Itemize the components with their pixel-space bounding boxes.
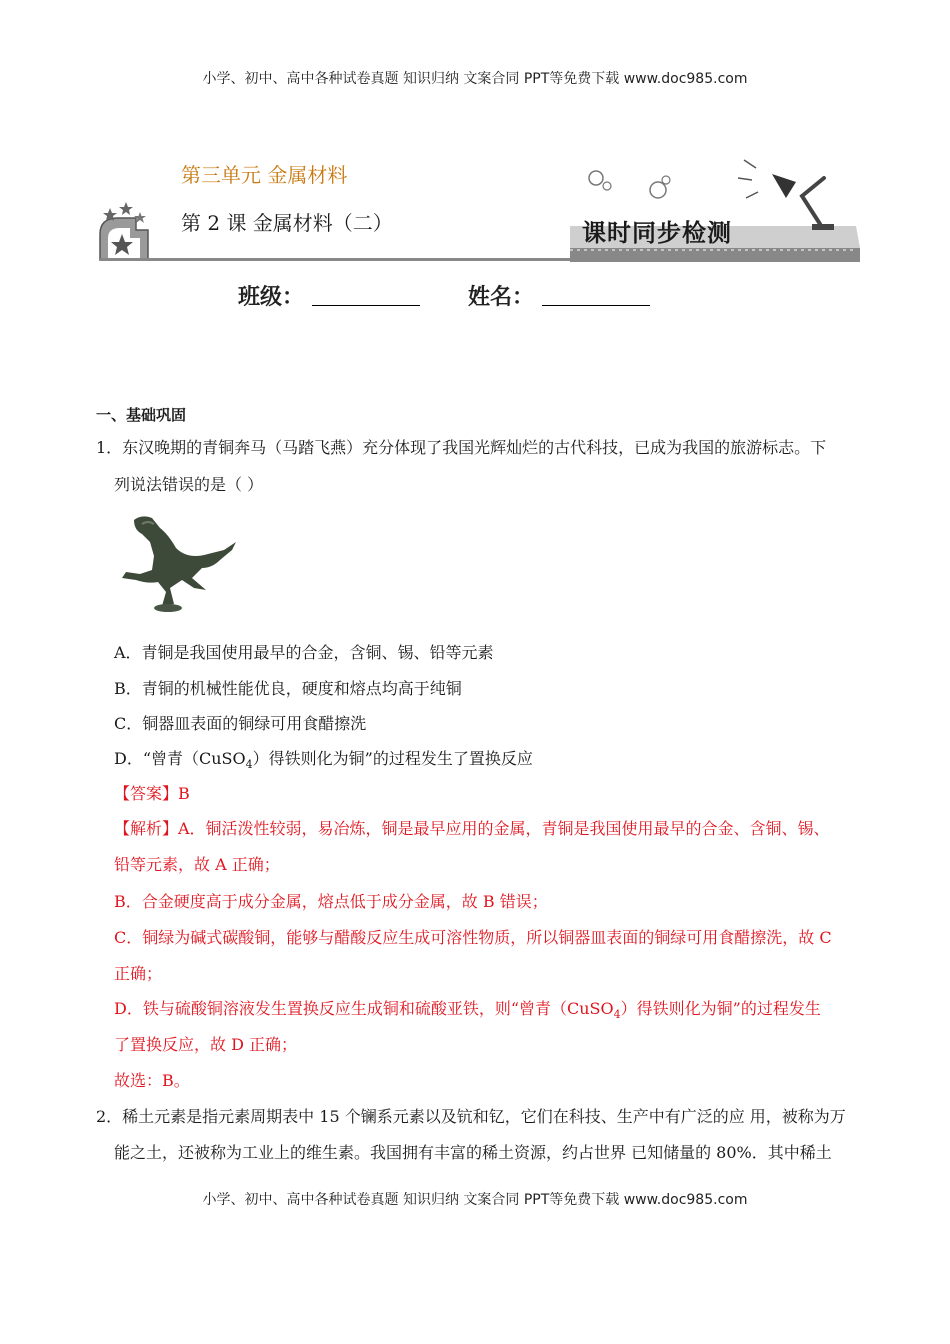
q1-analysis-a1: 【解析】A．铜活泼性较弱，易冶炼，铜是最早应用的金属，青铜是我国使用最早的合金、含铜、锡、 [114, 819, 830, 838]
q1-analysis-d1: D．铁与硫酸铜溶液发生置换反应生成铜和硫酸亚铁，则“曾青（CuSO$_4$）得铁则化为铜”的过程发生 [114, 999, 821, 1022]
q1-stem-line2: 列说法错误的是（ ） [114, 475, 264, 494]
name-label: 姓名： [468, 284, 535, 310]
q1-option-c: C．铜器皿表面的铜绿可用食醋擦洗 [114, 714, 367, 733]
q1-option-a: A．青铜是我国使用最早的合金，含铜、锡、铅等元素 [114, 643, 494, 662]
q1-conclusion: 故选：B。 [114, 1071, 190, 1090]
unit-title: 第三单元 金属材料 [181, 163, 348, 187]
q1-analysis-c1: C．铜绿为碱式碳酸铜，能够与醋酸反应生成可溶性物质，所以铜器皿表面的铜绿可用食醋擦洗，故 C [114, 928, 832, 947]
bronze-horse-image [112, 508, 248, 614]
lesson-banner [96, 138, 864, 266]
badge-text: 课时同步检测 [582, 218, 732, 247]
desk-lamp-icon [738, 160, 834, 230]
name-blank[interactable] [542, 287, 650, 306]
class-blank[interactable] [312, 287, 420, 306]
class-field [238, 280, 420, 311]
q1-analysis-c2: 正确； [114, 964, 163, 983]
section-title: 一、基础巩固 [96, 406, 187, 424]
page-header: 小学、初中、高中各种试卷真题 知识归纳 文案合同 PPT等免费下载 www.doc985.com [202, 71, 748, 87]
q1-analysis-a2: 铅等元素，故 A 正确； [114, 855, 280, 874]
q1-analysis-d2: 了置换反应，故 D 正确； [114, 1035, 298, 1054]
name-field [468, 280, 650, 311]
lesson-title: 第 2 课 金属材料（二） [181, 211, 393, 235]
star-emblem-icon [100, 202, 148, 260]
q1-option-d: D．“曾青（CuSO$_4$）得铁则化为铜”的过程发生了置换反应 [114, 749, 533, 772]
q1-stem-line1: 1．东汉晚期的青铜奔马（马踏飞燕）充分体现了我国光辉灿烂的古代科技，已成为我国的旅游标志。下 [96, 438, 827, 457]
q1-answer: 【答案】B [114, 784, 190, 803]
class-label: 班级： [238, 284, 305, 310]
q1-analysis-b: B．合金硬度高于成分金属，熔点低于成分金属，故 B 错误； [114, 892, 548, 911]
q1-option-b: B．青铜的机械性能优良，硬度和熔点均高于纯铜 [114, 679, 462, 698]
q2-stem-line2: 能之土，还被称为工业上的维生素。我国拥有丰富的稀土资源，约占世界 已知储量的 80%．其中稀土 [114, 1143, 832, 1162]
q2-stem-line1: 2．稀土元素是指元素周期表中 15 个镧系元素以及钪和钇，它们在科技、生产中有广泛的应 用，被称为万 [96, 1107, 846, 1126]
page-footer: 小学、初中、高中各种试卷真题 知识归纳 文案合同 PPT等免费下载 www.doc985.com [202, 1192, 748, 1208]
